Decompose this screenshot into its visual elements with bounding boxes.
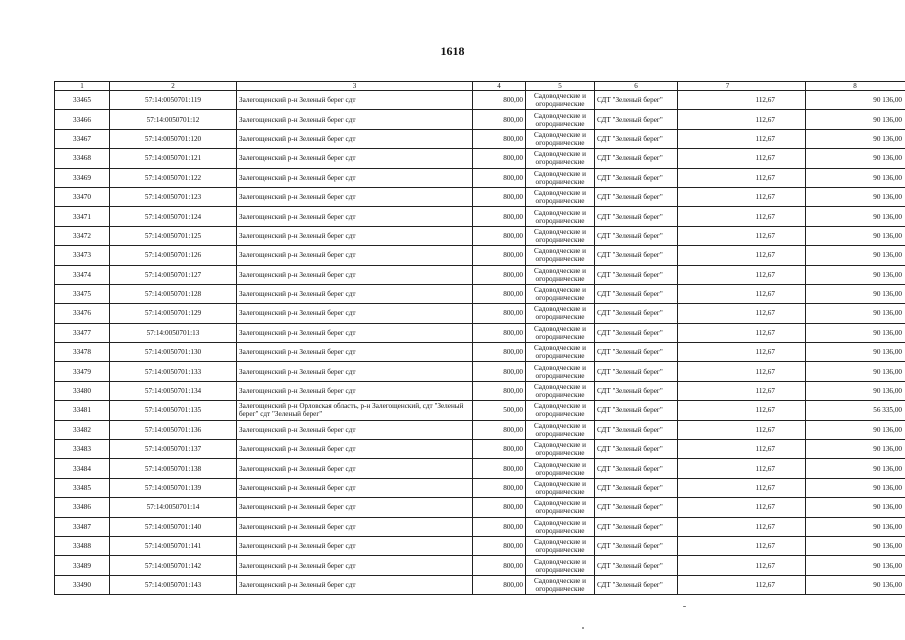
table-row — [55, 168, 905, 187]
row-number-cell: 33473 — [55, 246, 110, 265]
land-use-cell: Садоводческие и огороднические — [526, 168, 595, 187]
cadastral-number-cell: 57:14:0050701:138 — [110, 459, 237, 478]
owner-cell: СДТ "Зеленый берег" — [595, 91, 678, 110]
area-cell: 800,00 — [473, 129, 526, 148]
table-row — [55, 226, 905, 245]
value-cell: 90 136,00 — [806, 265, 905, 284]
table-row — [55, 304, 905, 323]
rate-cell: 112,67 — [678, 401, 806, 420]
cadastral-number-cell: 57:14:0050701:133 — [110, 362, 237, 381]
area-cell: 800,00 — [473, 459, 526, 478]
row-number-cell: 33483 — [55, 440, 110, 459]
address-cell: Залегощенский р-н Зеленый берег сдт — [237, 226, 473, 245]
owner-cell: СДТ "Зеленый берег" — [595, 226, 678, 245]
address-cell: Залегощенский р-н Зеленый берег сдт — [237, 478, 473, 497]
row-number-cell: 33485 — [55, 478, 110, 497]
rate-cell: 112,67 — [678, 478, 806, 497]
cadastral-number-cell: 57:14:0050701:13 — [110, 323, 237, 342]
owner-cell: СДТ "Зеленый берег" — [595, 343, 678, 362]
address-cell: Залегощенский р-н Зеленый берег сдт — [237, 575, 473, 594]
table-row — [55, 343, 905, 362]
land-use-cell: Садоводческие и огороднические — [526, 498, 595, 517]
rate-cell: 112,67 — [678, 265, 806, 284]
table-row — [55, 420, 905, 439]
rate-cell: 112,67 — [678, 517, 806, 536]
cadastral-number-cell: 57:14:0050701:129 — [110, 304, 237, 323]
value-cell: 90 136,00 — [806, 207, 905, 226]
rate-cell: 112,67 — [678, 381, 806, 400]
owner-cell: СДТ "Зеленый берег" — [595, 556, 678, 575]
rate-cell: 112,67 — [678, 110, 806, 129]
column-header: 4 — [473, 82, 526, 91]
table-row — [55, 498, 905, 517]
cadastral-number-cell: 57:14:0050701:120 — [110, 129, 237, 148]
area-cell: 800,00 — [473, 110, 526, 129]
area-cell: 800,00 — [473, 381, 526, 400]
land-use-cell: Садоводческие и огороднические — [526, 440, 595, 459]
owner-cell: СДТ "Зеленый берег" — [595, 304, 678, 323]
column-header: 7 — [678, 82, 806, 91]
table-row — [55, 478, 905, 497]
address-cell: Залегощенский р-н Зеленый берег сдт — [237, 168, 473, 187]
table-row — [55, 517, 905, 536]
table-row — [55, 207, 905, 226]
rate-cell: 112,67 — [678, 440, 806, 459]
value-cell: 90 136,00 — [806, 168, 905, 187]
address-cell: Залегощенский р-н Зеленый берег сдт — [237, 284, 473, 303]
rate-cell: 112,67 — [678, 226, 806, 245]
address-cell: Залегощенский р-н Зеленый берег сдт — [237, 556, 473, 575]
address-cell: Залегощенский р-н Зеленый берег сдт — [237, 91, 473, 110]
owner-cell: СДТ "Зеленый берег" — [595, 284, 678, 303]
row-number-cell: 33484 — [55, 459, 110, 478]
area-cell: 800,00 — [473, 478, 526, 497]
row-number-cell: 33489 — [55, 556, 110, 575]
address-cell: Залегощенский р-н Зеленый берег сдт — [237, 323, 473, 342]
row-number-cell: 33482 — [55, 420, 110, 439]
value-cell: 90 136,00 — [806, 440, 905, 459]
rate-cell: 112,67 — [678, 246, 806, 265]
row-number-cell: 33471 — [55, 207, 110, 226]
value-cell: 90 136,00 — [806, 556, 905, 575]
cadastral-number-cell: 57:14:0050701:119 — [110, 91, 237, 110]
land-use-cell: Садоводческие и огороднические — [526, 284, 595, 303]
table-row — [55, 284, 905, 303]
cadastral-number-cell: 57:14:0050701:140 — [110, 517, 237, 536]
row-number-cell: 33476 — [55, 304, 110, 323]
owner-cell: СДТ "Зеленый берег" — [595, 187, 678, 206]
land-use-cell: Садоводческие и огороднические — [526, 91, 595, 110]
rate-cell: 112,67 — [678, 304, 806, 323]
value-cell: 90 136,00 — [806, 246, 905, 265]
cadastral-number-cell: 57:14:0050701:135 — [110, 401, 237, 420]
address-cell: Залегощенский р-н Зеленый берег сдт — [237, 381, 473, 400]
rate-cell: 112,67 — [678, 575, 806, 594]
area-cell: 800,00 — [473, 226, 526, 245]
column-header: 6 — [595, 82, 678, 91]
rate-cell: 112,67 — [678, 207, 806, 226]
land-use-cell: Садоводческие и огороднические — [526, 536, 595, 555]
owner-cell: СДТ "Зеленый берег" — [595, 149, 678, 168]
address-cell: Залегощенский р-н Зеленый берег сдт — [237, 110, 473, 129]
rate-cell: 112,67 — [678, 498, 806, 517]
owner-cell: СДТ "Зеленый берег" — [595, 362, 678, 381]
land-use-cell: Садоводческие и огороднические — [526, 420, 595, 439]
land-use-cell: Садоводческие и огороднические — [526, 575, 595, 594]
value-cell: 90 136,00 — [806, 304, 905, 323]
address-cell: Залегощенский р-н Зеленый берег сдт — [237, 129, 473, 148]
cadastral-number-cell: 57:14:0050701:124 — [110, 207, 237, 226]
address-cell: Залегощенский р-н Зеленый берег сдт — [237, 498, 473, 517]
cadastral-number-cell: 57:14:0050701:123 — [110, 187, 237, 206]
value-cell: 90 136,00 — [806, 459, 905, 478]
land-use-cell: Садоводческие и огороднические — [526, 343, 595, 362]
scan-speck — [582, 627, 584, 629]
address-cell: Залегощенский р-н Зеленый берег сдт — [237, 304, 473, 323]
row-number-cell: 33469 — [55, 168, 110, 187]
address-cell: Залегощенский р-н Зеленый берег сдт — [237, 420, 473, 439]
land-use-cell: Садоводческие и огороднические — [526, 362, 595, 381]
land-use-cell: Садоводческие и огороднические — [526, 149, 595, 168]
area-cell: 800,00 — [473, 556, 526, 575]
cadastral-number-cell: 57:14:0050701:142 — [110, 556, 237, 575]
address-cell: Залегощенский р-н Зеленый берег сдт — [237, 536, 473, 555]
table-row — [55, 129, 905, 148]
column-header: 1 — [55, 82, 110, 91]
value-cell: 90 136,00 — [806, 91, 905, 110]
column-number-row — [55, 82, 905, 91]
area-cell: 800,00 — [473, 246, 526, 265]
row-number-cell: 33481 — [55, 401, 110, 420]
land-use-cell: Садоводческие и огороднические — [526, 226, 595, 245]
table-row — [55, 556, 905, 575]
row-number-cell: 33487 — [55, 517, 110, 536]
table-row — [55, 575, 905, 594]
owner-cell: СДТ "Зеленый берег" — [595, 129, 678, 148]
owner-cell: СДТ "Зеленый берег" — [595, 207, 678, 226]
value-cell: 90 136,00 — [806, 187, 905, 206]
address-cell: Залегощенский р-н Зеленый берег сдт — [237, 246, 473, 265]
address-cell: Залегощенский р-н Зеленый берег сдт — [237, 440, 473, 459]
rate-cell: 112,67 — [678, 420, 806, 439]
area-cell: 800,00 — [473, 420, 526, 439]
row-number-cell: 33465 — [55, 91, 110, 110]
owner-cell: СДТ "Зеленый берег" — [595, 459, 678, 478]
row-number-cell: 33466 — [55, 110, 110, 129]
table-row — [55, 323, 905, 342]
cadastral-number-cell: 57:14:0050701:125 — [110, 226, 237, 245]
cadastral-number-cell: 57:14:0050701:12 — [110, 110, 237, 129]
value-cell: 90 136,00 — [806, 517, 905, 536]
table-row — [55, 91, 905, 110]
land-use-cell: Садоводческие и огороднические — [526, 459, 595, 478]
land-use-cell: Садоводческие и огороднические — [526, 304, 595, 323]
value-cell: 90 136,00 — [806, 323, 905, 342]
land-use-cell: Садоводческие и огороднические — [526, 401, 595, 420]
address-cell: Залегощенский р-н Зеленый берег сдт — [237, 207, 473, 226]
land-use-cell: Садоводческие и огороднические — [526, 110, 595, 129]
land-use-cell: Садоводческие и огороднические — [526, 207, 595, 226]
area-cell: 800,00 — [473, 575, 526, 594]
column-header: 3 — [237, 82, 473, 91]
owner-cell: СДТ "Зеленый берег" — [595, 401, 678, 420]
cadastral-number-cell: 57:14:0050701:14 — [110, 498, 237, 517]
land-use-cell: Садоводческие и огороднические — [526, 517, 595, 536]
rate-cell: 112,67 — [678, 343, 806, 362]
cadastral-number-cell: 57:14:0050701:128 — [110, 284, 237, 303]
row-number-cell: 33480 — [55, 381, 110, 400]
row-number-cell: 33475 — [55, 284, 110, 303]
table-row — [55, 265, 905, 284]
table-row — [55, 536, 905, 555]
cadastral-number-cell: 57:14:0050701:141 — [110, 536, 237, 555]
land-use-cell: Садоводческие и огороднические — [526, 129, 595, 148]
value-cell: 90 136,00 — [806, 343, 905, 362]
cadastral-number-cell: 57:14:0050701:122 — [110, 168, 237, 187]
rate-cell: 112,67 — [678, 187, 806, 206]
row-number-cell: 33470 — [55, 187, 110, 206]
value-cell: 90 136,00 — [806, 498, 905, 517]
value-cell: 56 335,00 — [806, 401, 905, 420]
value-cell: 90 136,00 — [806, 478, 905, 497]
address-cell: Залегощенский р-н Зеленый берег сдт — [237, 362, 473, 381]
row-number-cell: 33490 — [55, 575, 110, 594]
rate-cell: 112,67 — [678, 556, 806, 575]
cadastral-number-cell: 57:14:0050701:130 — [110, 343, 237, 362]
row-number-cell: 33479 — [55, 362, 110, 381]
row-number-cell: 33468 — [55, 149, 110, 168]
rate-cell: 112,67 — [678, 284, 806, 303]
page-number: 1618 — [440, 44, 465, 58]
table-row — [55, 401, 905, 420]
area-cell: 800,00 — [473, 284, 526, 303]
owner-cell: СДТ "Зеленый берег" — [595, 381, 678, 400]
value-cell: 90 136,00 — [806, 536, 905, 555]
value-cell: 90 136,00 — [806, 381, 905, 400]
row-number-cell: 33488 — [55, 536, 110, 555]
rate-cell: 112,67 — [678, 91, 806, 110]
owner-cell: СДТ "Зеленый берег" — [595, 440, 678, 459]
area-cell: 800,00 — [473, 187, 526, 206]
value-cell: 90 136,00 — [806, 149, 905, 168]
rate-cell: 112,67 — [678, 362, 806, 381]
rate-cell: 112,67 — [678, 323, 806, 342]
area-cell: 500,00 — [473, 401, 526, 420]
cadastral-number-cell: 57:14:0050701:127 — [110, 265, 237, 284]
row-number-cell: 33478 — [55, 343, 110, 362]
cadastral-number-cell: 57:14:0050701:137 — [110, 440, 237, 459]
row-number-cell: 33472 — [55, 226, 110, 245]
area-cell: 800,00 — [473, 149, 526, 168]
land-use-cell: Садоводческие и огороднические — [526, 381, 595, 400]
area-cell: 800,00 — [473, 343, 526, 362]
column-header: 8 — [806, 82, 905, 91]
table-row — [55, 362, 905, 381]
table-row — [55, 110, 905, 129]
land-use-cell: Садоводческие и огороднические — [526, 265, 595, 284]
owner-cell: СДТ "Зеленый берег" — [595, 323, 678, 342]
area-cell: 800,00 — [473, 517, 526, 536]
area-cell: 800,00 — [473, 207, 526, 226]
owner-cell: СДТ "Зеленый берег" — [595, 498, 678, 517]
owner-cell: СДТ "Зеленый берег" — [595, 168, 678, 187]
value-cell: 90 136,00 — [806, 226, 905, 245]
area-cell: 800,00 — [473, 91, 526, 110]
value-cell: 90 136,00 — [806, 575, 905, 594]
row-number-cell: 33477 — [55, 323, 110, 342]
table-row — [55, 246, 905, 265]
land-use-cell: Садоводческие и огороднические — [526, 478, 595, 497]
area-cell: 800,00 — [473, 323, 526, 342]
table-row — [55, 459, 905, 478]
column-header: 5 — [526, 82, 595, 91]
area-cell: 800,00 — [473, 440, 526, 459]
rate-cell: 112,67 — [678, 129, 806, 148]
column-header: 2 — [110, 82, 237, 91]
rate-cell: 112,67 — [678, 459, 806, 478]
address-cell: Залегощенский р-н Зеленый берег сдт — [237, 187, 473, 206]
area-cell: 800,00 — [473, 362, 526, 381]
area-cell: 800,00 — [473, 168, 526, 187]
cadastral-number-cell: 57:14:0050701:143 — [110, 575, 237, 594]
value-cell: 90 136,00 — [806, 420, 905, 439]
table-row — [55, 381, 905, 400]
owner-cell: СДТ "Зеленый берег" — [595, 536, 678, 555]
cadastral-number-cell: 57:14:0050701:121 — [110, 149, 237, 168]
address-cell: Залегощенский р-н Зеленый берег сдт — [237, 265, 473, 284]
table-row — [55, 187, 905, 206]
owner-cell: СДТ "Зеленый берег" — [595, 517, 678, 536]
land-registry-table — [54, 81, 905, 595]
scan-speck — [683, 606, 686, 607]
owner-cell: СДТ "Зеленый берег" — [595, 478, 678, 497]
rate-cell: 112,67 — [678, 149, 806, 168]
row-number-cell: 33474 — [55, 265, 110, 284]
owner-cell: СДТ "Зеленый берег" — [595, 575, 678, 594]
address-cell: Залегощенский р-н Зеленый берег сдт — [237, 343, 473, 362]
land-use-cell: Садоводческие и огороднические — [526, 323, 595, 342]
land-use-cell: Садоводческие и огороднические — [526, 246, 595, 265]
cadastral-number-cell: 57:14:0050701:139 — [110, 478, 237, 497]
area-cell: 800,00 — [473, 304, 526, 323]
owner-cell: СДТ "Зеленый берег" — [595, 246, 678, 265]
area-cell: 800,00 — [473, 536, 526, 555]
address-cell: Залегощенский р-н Орловская область, р-н Залегощенский, сдт "Зеленый берег" сдт "Зеленый берег" — [237, 401, 473, 420]
value-cell: 90 136,00 — [806, 129, 905, 148]
cadastral-number-cell: 57:14:0050701:136 — [110, 420, 237, 439]
address-cell: Залегощенский р-н Зеленый берег сдт — [237, 517, 473, 536]
rate-cell: 112,67 — [678, 536, 806, 555]
rate-cell: 112,67 — [678, 168, 806, 187]
value-cell: 90 136,00 — [806, 362, 905, 381]
land-use-cell: Садоводческие и огороднические — [526, 187, 595, 206]
row-number-cell: 33486 — [55, 498, 110, 517]
table-row — [55, 440, 905, 459]
value-cell: 90 136,00 — [806, 284, 905, 303]
owner-cell: СДТ "Зеленый берег" — [595, 420, 678, 439]
area-cell: 800,00 — [473, 498, 526, 517]
land-use-cell: Садоводческие и огороднические — [526, 556, 595, 575]
address-cell: Залегощенский р-н Зеленый берег сдт — [237, 459, 473, 478]
owner-cell: СДТ "Зеленый берег" — [595, 110, 678, 129]
cadastral-number-cell: 57:14:0050701:134 — [110, 381, 237, 400]
address-cell: Залегощенский р-н Зеленый берег сдт — [237, 149, 473, 168]
table-row — [55, 149, 905, 168]
table-body — [55, 91, 905, 595]
value-cell: 90 136,00 — [806, 110, 905, 129]
owner-cell: СДТ "Зеленый берег" — [595, 265, 678, 284]
cadastral-number-cell: 57:14:0050701:126 — [110, 246, 237, 265]
row-number-cell: 33467 — [55, 129, 110, 148]
area-cell: 800,00 — [473, 265, 526, 284]
